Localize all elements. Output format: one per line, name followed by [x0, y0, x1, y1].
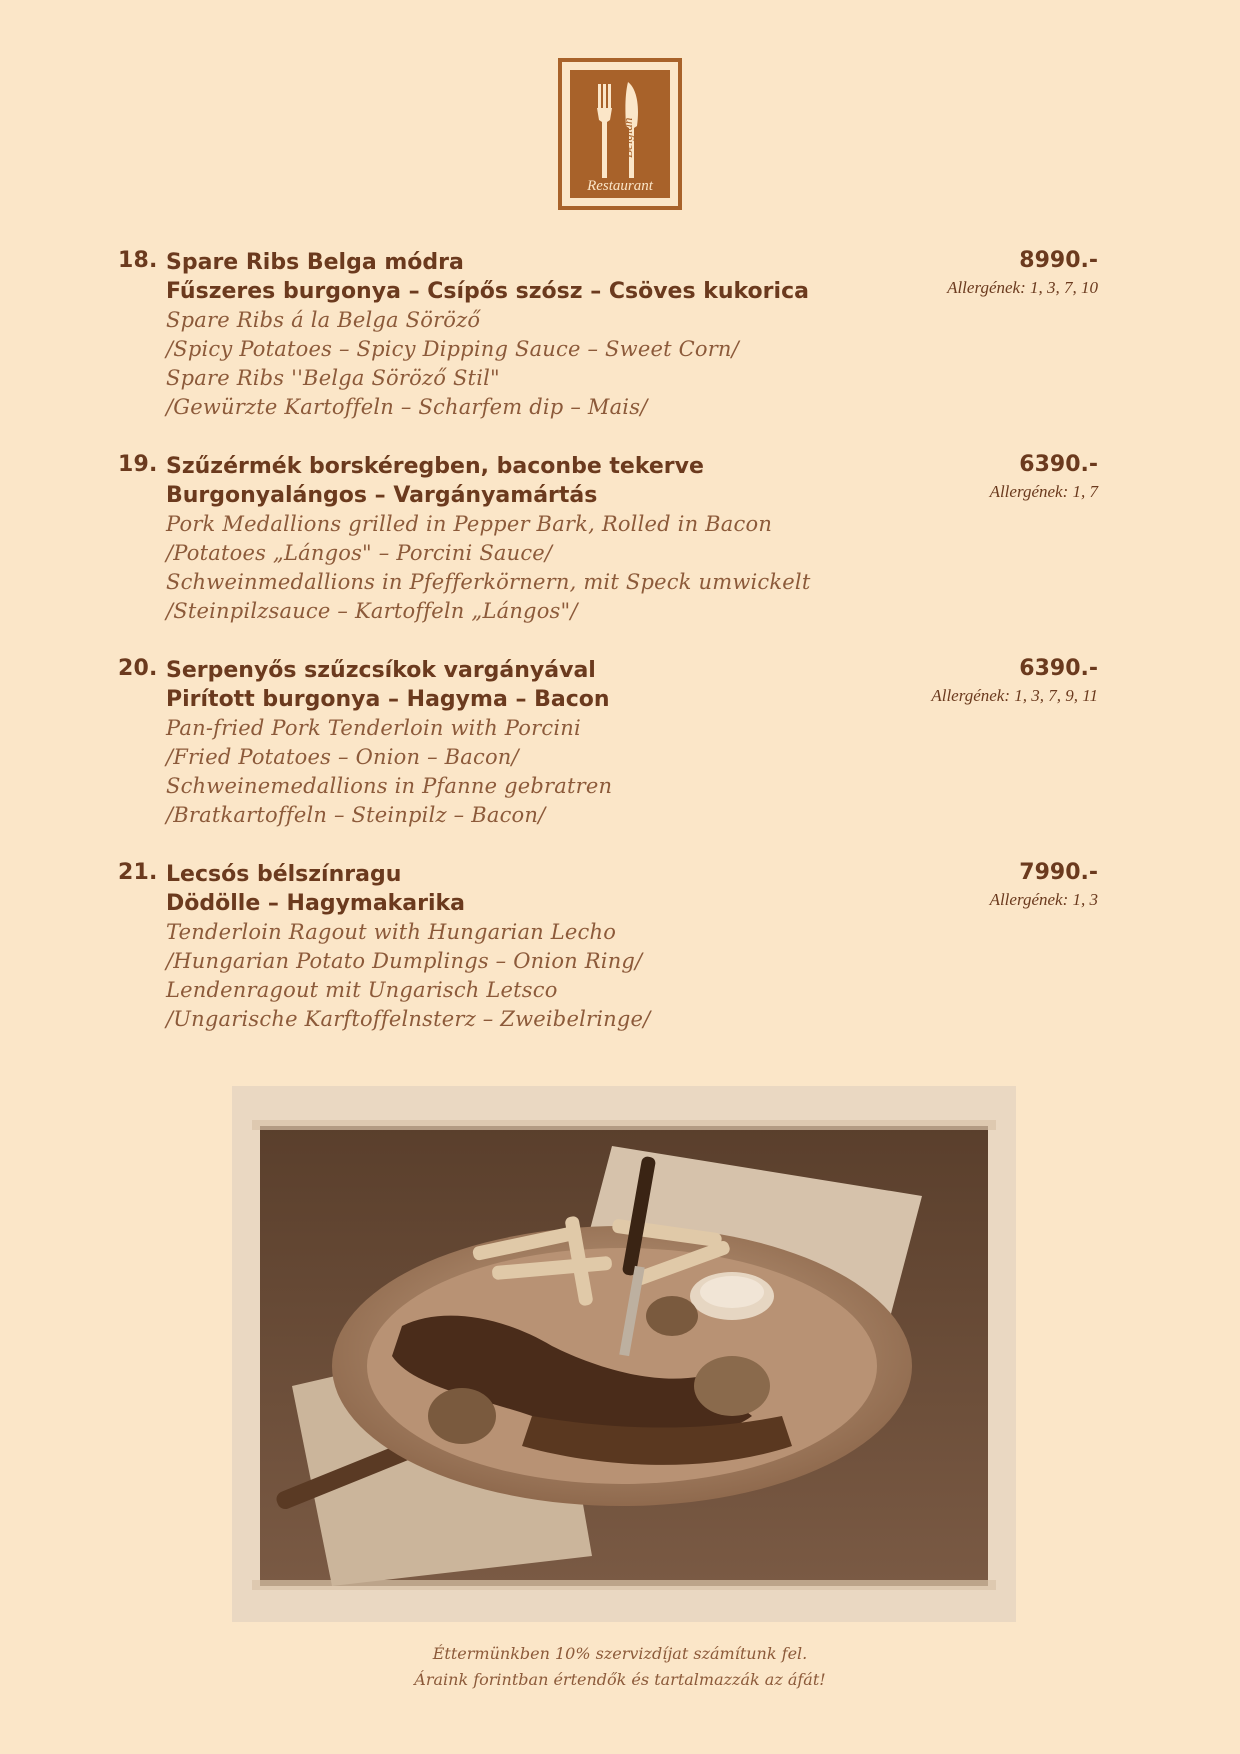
item-title: Spare Ribs Belga módra	[166, 250, 464, 275]
footer-vat-note: Áraink forintban értendők és tartalmazzák az áfát!	[414, 1670, 826, 1689]
item-description: Spare Ribs ''Belga Söröző Stil"	[166, 366, 500, 390]
item-number: 20.	[118, 656, 158, 681]
item-description: /Hungarian Potato Dumplings – Onion Ring/	[166, 949, 643, 973]
item-allergens: Allergének: 1, 7	[989, 482, 1098, 501]
item-price: 6390.-	[1019, 452, 1098, 477]
logo-restaurant-text: Restaurant	[587, 178, 653, 194]
restaurant-logo	[558, 58, 682, 210]
dish-photo-image	[232, 1086, 1016, 1622]
item-title: Serpenyős szűzcsíkok vargányával	[166, 658, 596, 683]
item-allergens: Allergének: 1, 3, 7, 10	[947, 278, 1098, 297]
item-number: 18.	[118, 248, 158, 273]
item-number: 21.	[118, 860, 158, 885]
item-description: /Potatoes „Lángos" – Porcini Sauce/	[166, 541, 553, 565]
item-allergens: Allergének: 1, 3, 7, 9, 11	[931, 686, 1098, 705]
item-allergens: Allergének: 1, 3	[989, 890, 1098, 909]
item-subtitle: Dödölle – Hagymakarika	[166, 891, 466, 916]
item-description: Pan-fried Pork Tenderloin with Porcini	[166, 716, 581, 740]
item-price: 7990.-	[1019, 860, 1098, 885]
item-description: Tenderloin Ragout with Hungarian Lecho	[166, 920, 617, 944]
dish-photo	[232, 1086, 1016, 1622]
item-description: Pork Medallions grilled in Pepper Bark, Rolled in Bacon	[166, 512, 773, 536]
logo-belgian-text: Belgian	[620, 117, 635, 158]
item-title: Lecsós bélszínragu	[166, 862, 402, 887]
item-description: Spare Ribs á la Belga Söröző	[166, 308, 481, 332]
item-description: /Bratkartoffeln – Steinpilz – Bacon/	[166, 803, 546, 827]
item-description: Schweinemedallions in Pfanne gebratren	[166, 774, 613, 798]
item-description: /Steinpilzsauce – Kartoffeln „Lángos"/	[166, 599, 578, 623]
item-subtitle: Pirított burgonya – Hagyma – Bacon	[166, 687, 610, 712]
item-description: /Fried Potatoes – Onion – Bacon/	[166, 745, 519, 769]
item-description: /Spicy Potatoes – Spicy Dipping Sauce – Sweet Corn/	[166, 337, 739, 361]
footer-service-charge: Éttermünkben 10% szervizdíjat számítunk fel.	[432, 1644, 808, 1663]
item-title: Szűzérmék borskéregben, baconbe tekerve	[166, 454, 704, 479]
item-description: /Ungarische Karftoffelnsterz – Zweibelringe/	[166, 1007, 651, 1031]
item-description: /Gewürzte Kartoffeln – Scharfem dip – Mais/	[166, 395, 648, 419]
item-subtitle: Burgonyalángos – Vargányamártás	[166, 483, 598, 508]
item-number: 19.	[118, 452, 158, 477]
item-subtitle: Fűszeres burgonya – Csípős szósz – Csöves kukorica	[166, 279, 809, 304]
item-price: 8990.-	[1019, 248, 1098, 273]
item-price: 6390.-	[1019, 656, 1098, 681]
item-description: Lendenragout mit Ungarisch Letsco	[166, 978, 558, 1002]
item-description: Schweinmedallions in Pfefferkörnern, mit Speck umwickelt	[166, 570, 811, 594]
